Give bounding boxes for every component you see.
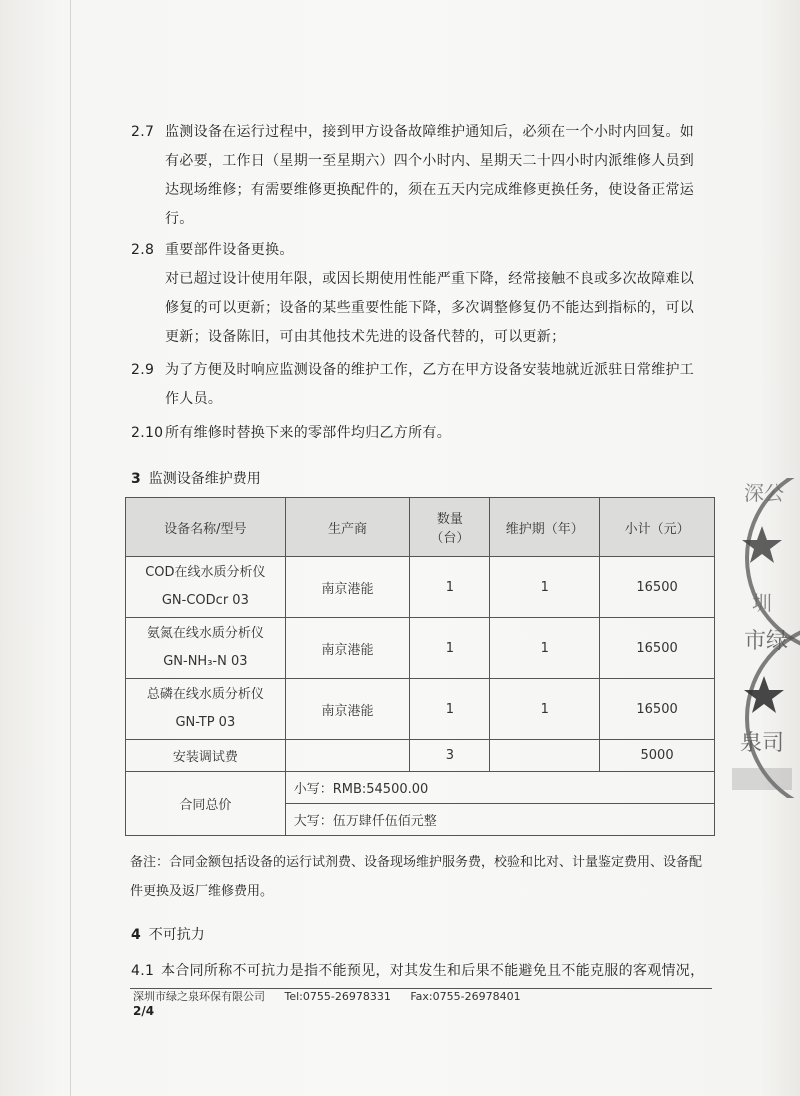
cell-install-period [490, 740, 600, 772]
device-name: 氨氮在线水质分析仪 [146, 626, 264, 641]
table-row [126, 618, 715, 679]
header-name: 设备名称/型号 [126, 498, 286, 557]
device-model: GN-CODcr 03 [161, 593, 249, 608]
clause-number: 2.7 [131, 124, 155, 140]
cell-install-qty: 3 [410, 740, 490, 772]
clause-line: 所有维修时替换下来的零部件均归乙方所有。 [165, 425, 451, 441]
svg-text:泉司: 泉司 [740, 731, 785, 756]
section-3-heading [131, 468, 261, 488]
clause-2-10 [131, 419, 731, 448]
cell-install-subtotal: 5000 [600, 740, 715, 772]
clause-line: 为了方便及时响应监测设备的维护工作，乙方在甲方设备安装地就近派驻日常维护工 [165, 362, 695, 378]
cell-total-large: 大写：伍万肆仟伍佰元整 [285, 804, 714, 836]
header-period: 维护期（年） [490, 498, 600, 557]
section-title: 不可抗力 [148, 927, 205, 943]
footer-company: 深圳市绿之泉环保有限公司 [133, 990, 265, 1003]
device-name: COD在线水质分析仪 [145, 565, 266, 580]
svg-text:圳: 圳 [752, 591, 772, 615]
cell-total-small: 小写：RMB:54500.00 [285, 772, 714, 804]
cell-maker: 南京港能 [285, 557, 410, 618]
clause-2-9 [131, 356, 731, 414]
clause-line: 对已超过设计使用年限，或因长期使用性能严重下降，经常接触不良或多次故障难以 [165, 271, 695, 287]
clause-line: 作人员。 [165, 391, 223, 407]
header-maker: 生产商 [285, 498, 410, 557]
cell-device-name [126, 557, 286, 618]
header-qty-line1: 数量 [436, 512, 463, 527]
cell-qty: 1 [410, 557, 490, 618]
page-number: 2/4 [133, 1004, 155, 1018]
clause-2-8 [131, 236, 731, 352]
cell-install-maker [285, 740, 410, 772]
section-number: 3 [131, 471, 141, 487]
header-subtotal: 小计（元） [600, 498, 715, 557]
svg-text:深公: 深公 [744, 481, 784, 505]
clause-number: 2.9 [131, 362, 155, 378]
clause-number: 2.10 [131, 425, 164, 441]
binding-line [70, 0, 71, 1096]
header-qty [410, 498, 490, 557]
svg-text:市绿: 市绿 [744, 629, 789, 654]
cell-subtotal: 16500 [600, 557, 715, 618]
table-header-row [126, 498, 715, 557]
clause-line: 修复的可以更新；设备的某些重要性能下降，多次调整修复仍不能达到指标的，可以 [165, 300, 695, 316]
footer-fax: Fax:0755-26978401 [410, 990, 521, 1003]
clause-2-7 [131, 118, 731, 234]
clause-line: 本合同所称不可抗力是指不能预见，对其发生和后果不能避免且不能克服的客观情况， [161, 963, 705, 979]
table-row [126, 679, 715, 740]
cell-qty: 1 [410, 618, 490, 679]
cell-maker: 南京港能 [285, 618, 410, 679]
section-4-heading [131, 924, 205, 944]
clause-4-1 [131, 957, 741, 986]
section-title: 监测设备维护费用 [148, 471, 261, 487]
cell-device-name [126, 618, 286, 679]
table-row-total [126, 772, 715, 804]
footer-tel: Tel:0755-26978331 [284, 990, 391, 1003]
remark [130, 848, 730, 906]
clause-line: 更新；设备陈旧，可由其他技术先进的设备代替的，可以更新； [165, 329, 566, 345]
clause-line: 监测设备在运行过程中，接到甲方设备故障维护通知后，必须在一个小时内回复。如 [165, 124, 695, 140]
section-number: 4 [131, 927, 141, 943]
device-name: 总磷在线水质分析仪 [146, 687, 264, 702]
remark-line: 备注：合同金额包括设备的运行试剂费、设备现场维护服务费，校验和比对、计量鉴定费用、设备配 [130, 855, 703, 870]
device-model: GN-TP 03 [175, 715, 236, 730]
device-model: GN-NH₃-N 03 [163, 654, 248, 669]
table-row [126, 557, 715, 618]
cell-device-name [126, 679, 286, 740]
clause-number: 4.1 [131, 963, 155, 979]
cell-install-name: 安装调试费 [126, 740, 286, 772]
clause-line: 达现场维修；有需要维修更换配件的，须在五天内完成维修更换任务，使设备正常运 [165, 182, 695, 198]
cell-period: 1 [490, 557, 600, 618]
table-row-install [126, 740, 715, 772]
cell-period: 1 [490, 618, 600, 679]
clause-line: 重要部件设备更换。 [165, 242, 294, 258]
clause-line: 有必要，工作日（星期一至星期六）四个小时内、星期天二十四小时内派维修人员到 [165, 153, 695, 169]
fee-table [125, 497, 715, 836]
cell-total-label: 合同总价 [126, 772, 286, 836]
remark-line: 件更换及返厂维修费用。 [130, 884, 274, 899]
footer [133, 988, 537, 1004]
cell-period: 1 [490, 679, 600, 740]
cell-maker: 南京港能 [285, 679, 410, 740]
clause-line: 行。 [165, 211, 194, 227]
header-qty-line2: （台） [430, 531, 470, 546]
cell-qty: 1 [410, 679, 490, 740]
clause-number: 2.8 [131, 242, 155, 258]
cell-subtotal: 16500 [600, 679, 715, 740]
cell-subtotal: 16500 [600, 618, 715, 679]
company-seal-stamp [722, 478, 800, 798]
